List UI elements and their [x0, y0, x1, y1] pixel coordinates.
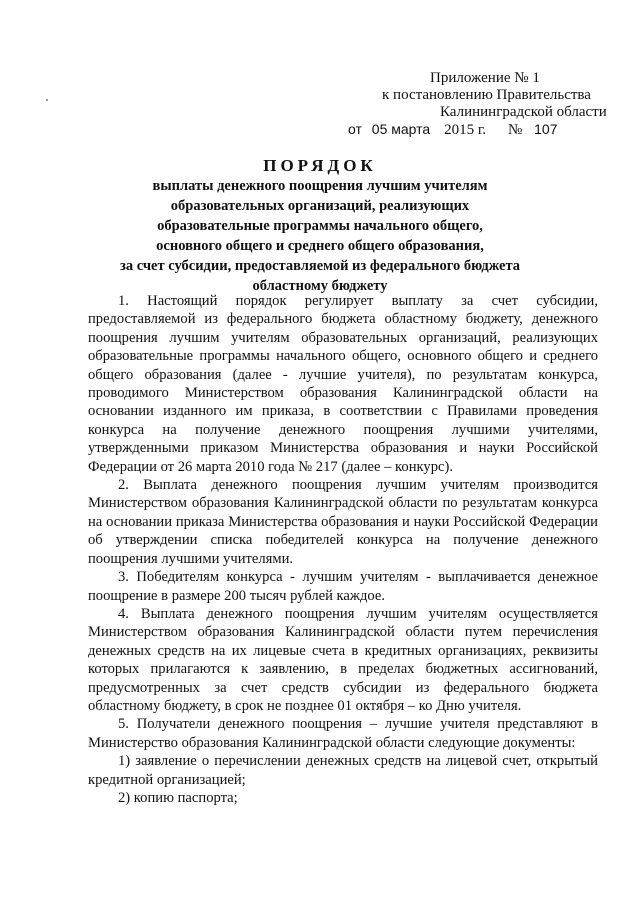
subtitle-line: образовательных организаций, реализующих: [170, 198, 470, 214]
document-title: ПОРЯДОК: [263, 156, 377, 175]
paragraph-1: 1. Настоящий порядок регулирует выплату за счет субсидии, предоставляемой из федерального бюджета областному бюджету, денежного поощрения лучшим учителям образовательных организаций, реализующих образовательные программы начального общего, основного общего и среднего общего образования (далее - лучшие учителя), по результатам конкурса, проводимого Министерством образования Калининградской области на основании изданного им приказа, в соответствии с Правилами проведения конкурса на получение денежного поощрения лучшими учителями, утвержденными приказом Министерства образования и науки Российской Федерации от 26 марта 2010 года № 217 (далее – конкурс).: [88, 293, 598, 475]
annex-header: [330, 70, 607, 139]
subtitle-line: областному бюджету: [252, 278, 388, 294]
number-label: №: [507, 122, 523, 138]
document-subtitle: [60, 176, 580, 296]
document-body: [88, 292, 598, 807]
annex-date-line: [330, 121, 600, 139]
paragraph-3: 3. Победителям конкурса - лучшим учителям - выплачивается денежное поощрение в размере 200 тысяч рублей каждое.: [88, 569, 598, 604]
subtitle-line: выплаты денежного поощрения лучшим учителям: [152, 178, 488, 194]
annex-line-1: Приложение № 1: [430, 70, 540, 86]
subtitle-line: образовательные программы начального общего,: [157, 218, 483, 234]
subtitle-line: за счет субсидии, предоставляемой из федерального бюджета: [120, 258, 520, 274]
paragraph-2: 2. Выплата денежного поощрения лучшим учителям производится Министерством образования Калининградской области по результатам конкурса на основании приказа Министерства образования и науки Российской Федерации об утверждении списка победителей конкурса на получение денежного поощрения лучшими учителями.: [88, 477, 598, 567]
annex-line-3: Калининградской области: [440, 104, 607, 120]
date-year: 2015 г.: [444, 122, 487, 138]
list-item-2: 2) копию паспорта;: [118, 789, 238, 806]
date-value: 05 марта: [371, 121, 431, 137]
subtitle-line: основного общего и среднего общего образования,: [156, 238, 484, 254]
number-value: 107: [534, 121, 558, 137]
scan-mark: [46, 99, 48, 101]
paragraph-5: 5. Получатели денежного поощрения – лучшие учителя представляют в Министерство образования Калининградской области следующие документы:: [88, 716, 598, 751]
paragraph-4: 4. Выплата денежного поощрения лучшим учителям осуществляется Министерством образования Калининградской области путем перечисления денежных средств на их лицевые счета в кредитных организациях, реквизиты которых прилагаются к заявлению, в пределах бюджетных ассигнований, предусмотренных за счет средств субсидии из федерального бюджета областному бюджету, в срок не позднее 01 октября – ко Дню учителя.: [88, 605, 598, 714]
list-item-1: 1) заявление о перечислении денежных средств на лицевой счет, открытый кредитной организацией;: [88, 753, 598, 788]
date-prefix: от: [348, 121, 362, 137]
annex-line-2: к постановлению Правительства: [382, 87, 591, 103]
